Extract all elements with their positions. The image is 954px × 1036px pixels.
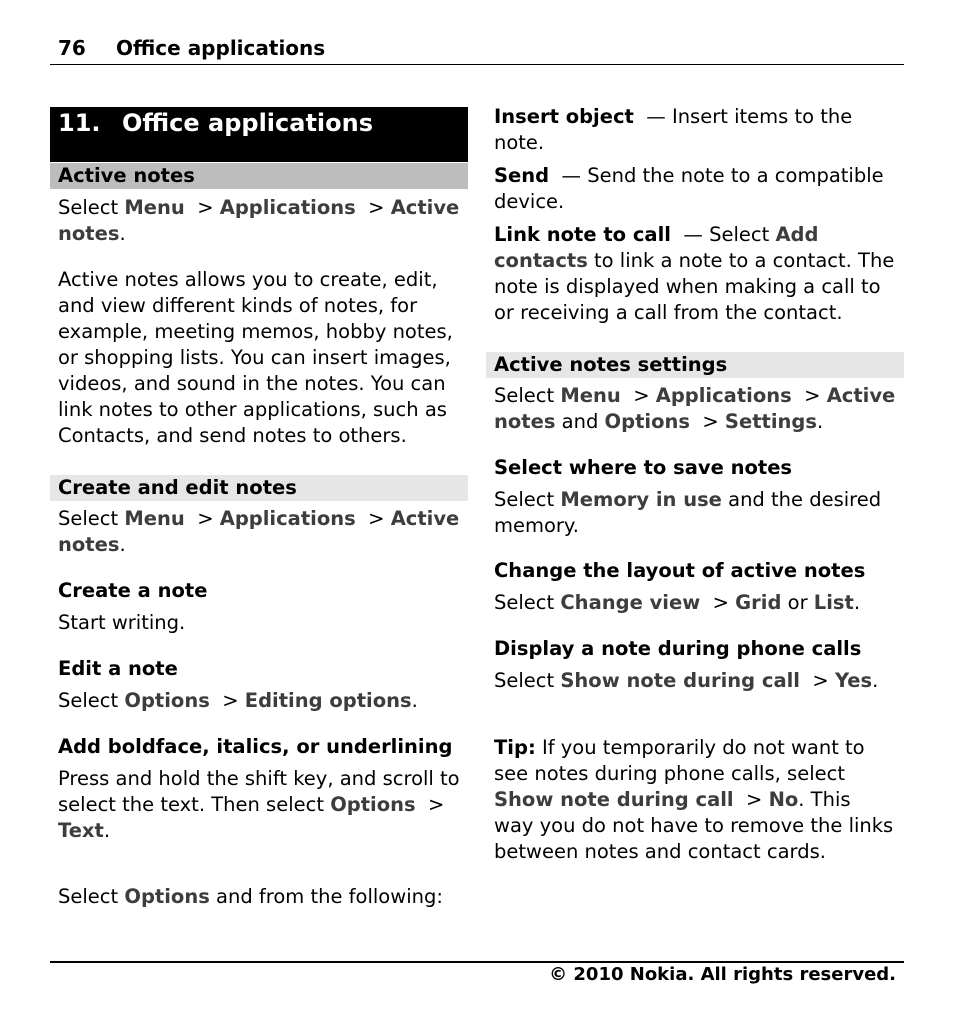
insert-object-item: Insert object — Insert items to the note. <box>494 105 853 154</box>
section-settings: Active notes settings <box>486 352 904 378</box>
nav-path-2: Select Menu > Applications > Active notes. <box>58 507 460 556</box>
right-column <box>486 104 904 865</box>
edit-note-text: Select Options > Editing options. <box>58 689 418 712</box>
edit-note-title: Edit a note <box>58 657 178 680</box>
intro-paragraph: Active notes allows you to create, edit, and view different kinds of notes, for example, meeting memos, hobby notes, or shopping lists. You can insert images, videos, and sound in the notes. You can link notes to other applications, such as Contacts, and send notes to others. <box>58 268 453 447</box>
header-title: Office applications <box>116 36 326 60</box>
send-item: Send — Send the note to a compatible device. <box>494 164 884 213</box>
chapter-title: Office applications <box>122 109 374 137</box>
nav-path-3: Select Menu > Applications > Active notes and Options > Settings. <box>494 384 896 433</box>
header-rule <box>50 64 904 65</box>
options-intro: Select Options and from the following: <box>58 885 443 908</box>
page-number: 76 <box>58 36 86 60</box>
section-create-edit: Create and edit notes <box>50 475 468 501</box>
layout-text: Select Change view > Grid or List. <box>494 591 861 614</box>
display-calls-text: Select Show note during call > Yes. <box>494 669 879 692</box>
create-note-title: Create a note <box>58 579 208 602</box>
left-column <box>50 107 468 910</box>
save-notes-title: Select where to save notes <box>494 456 793 479</box>
copyright-footer: © 2010 Nokia. All rights reserved. <box>549 964 896 985</box>
section-active-notes: Active notes <box>50 163 468 189</box>
page-header <box>58 36 325 60</box>
link-note-item: Link note to call — Select Add contacts to link a note to a contact. The note is displayed when making a call to or receiving a call from the contact. <box>494 223 895 324</box>
footer-rule <box>50 961 904 963</box>
boldface-text: Press and hold the shift key, and scroll to select the text. Then select Options > Text. <box>58 767 460 842</box>
create-note-text: Start writing. <box>58 611 186 634</box>
boldface-title: Add boldface, italics, or underlining <box>58 735 453 758</box>
layout-title: Change the layout of active notes <box>494 559 866 582</box>
nav-path-1: Select Menu > Applications > Active notes. <box>58 196 460 245</box>
tip-paragraph: Tip: If you temporarily do not want to see notes during phone calls, select Show note during call > No. This way you do not have to remove the links between notes and contact cards. <box>494 736 894 863</box>
display-calls-title: Display a note during phone calls <box>494 637 862 660</box>
save-notes-text: Select Memory in use and the desired memory. <box>494 488 882 537</box>
chapter-heading <box>50 107 468 162</box>
chapter-number: 11. <box>58 109 101 137</box>
